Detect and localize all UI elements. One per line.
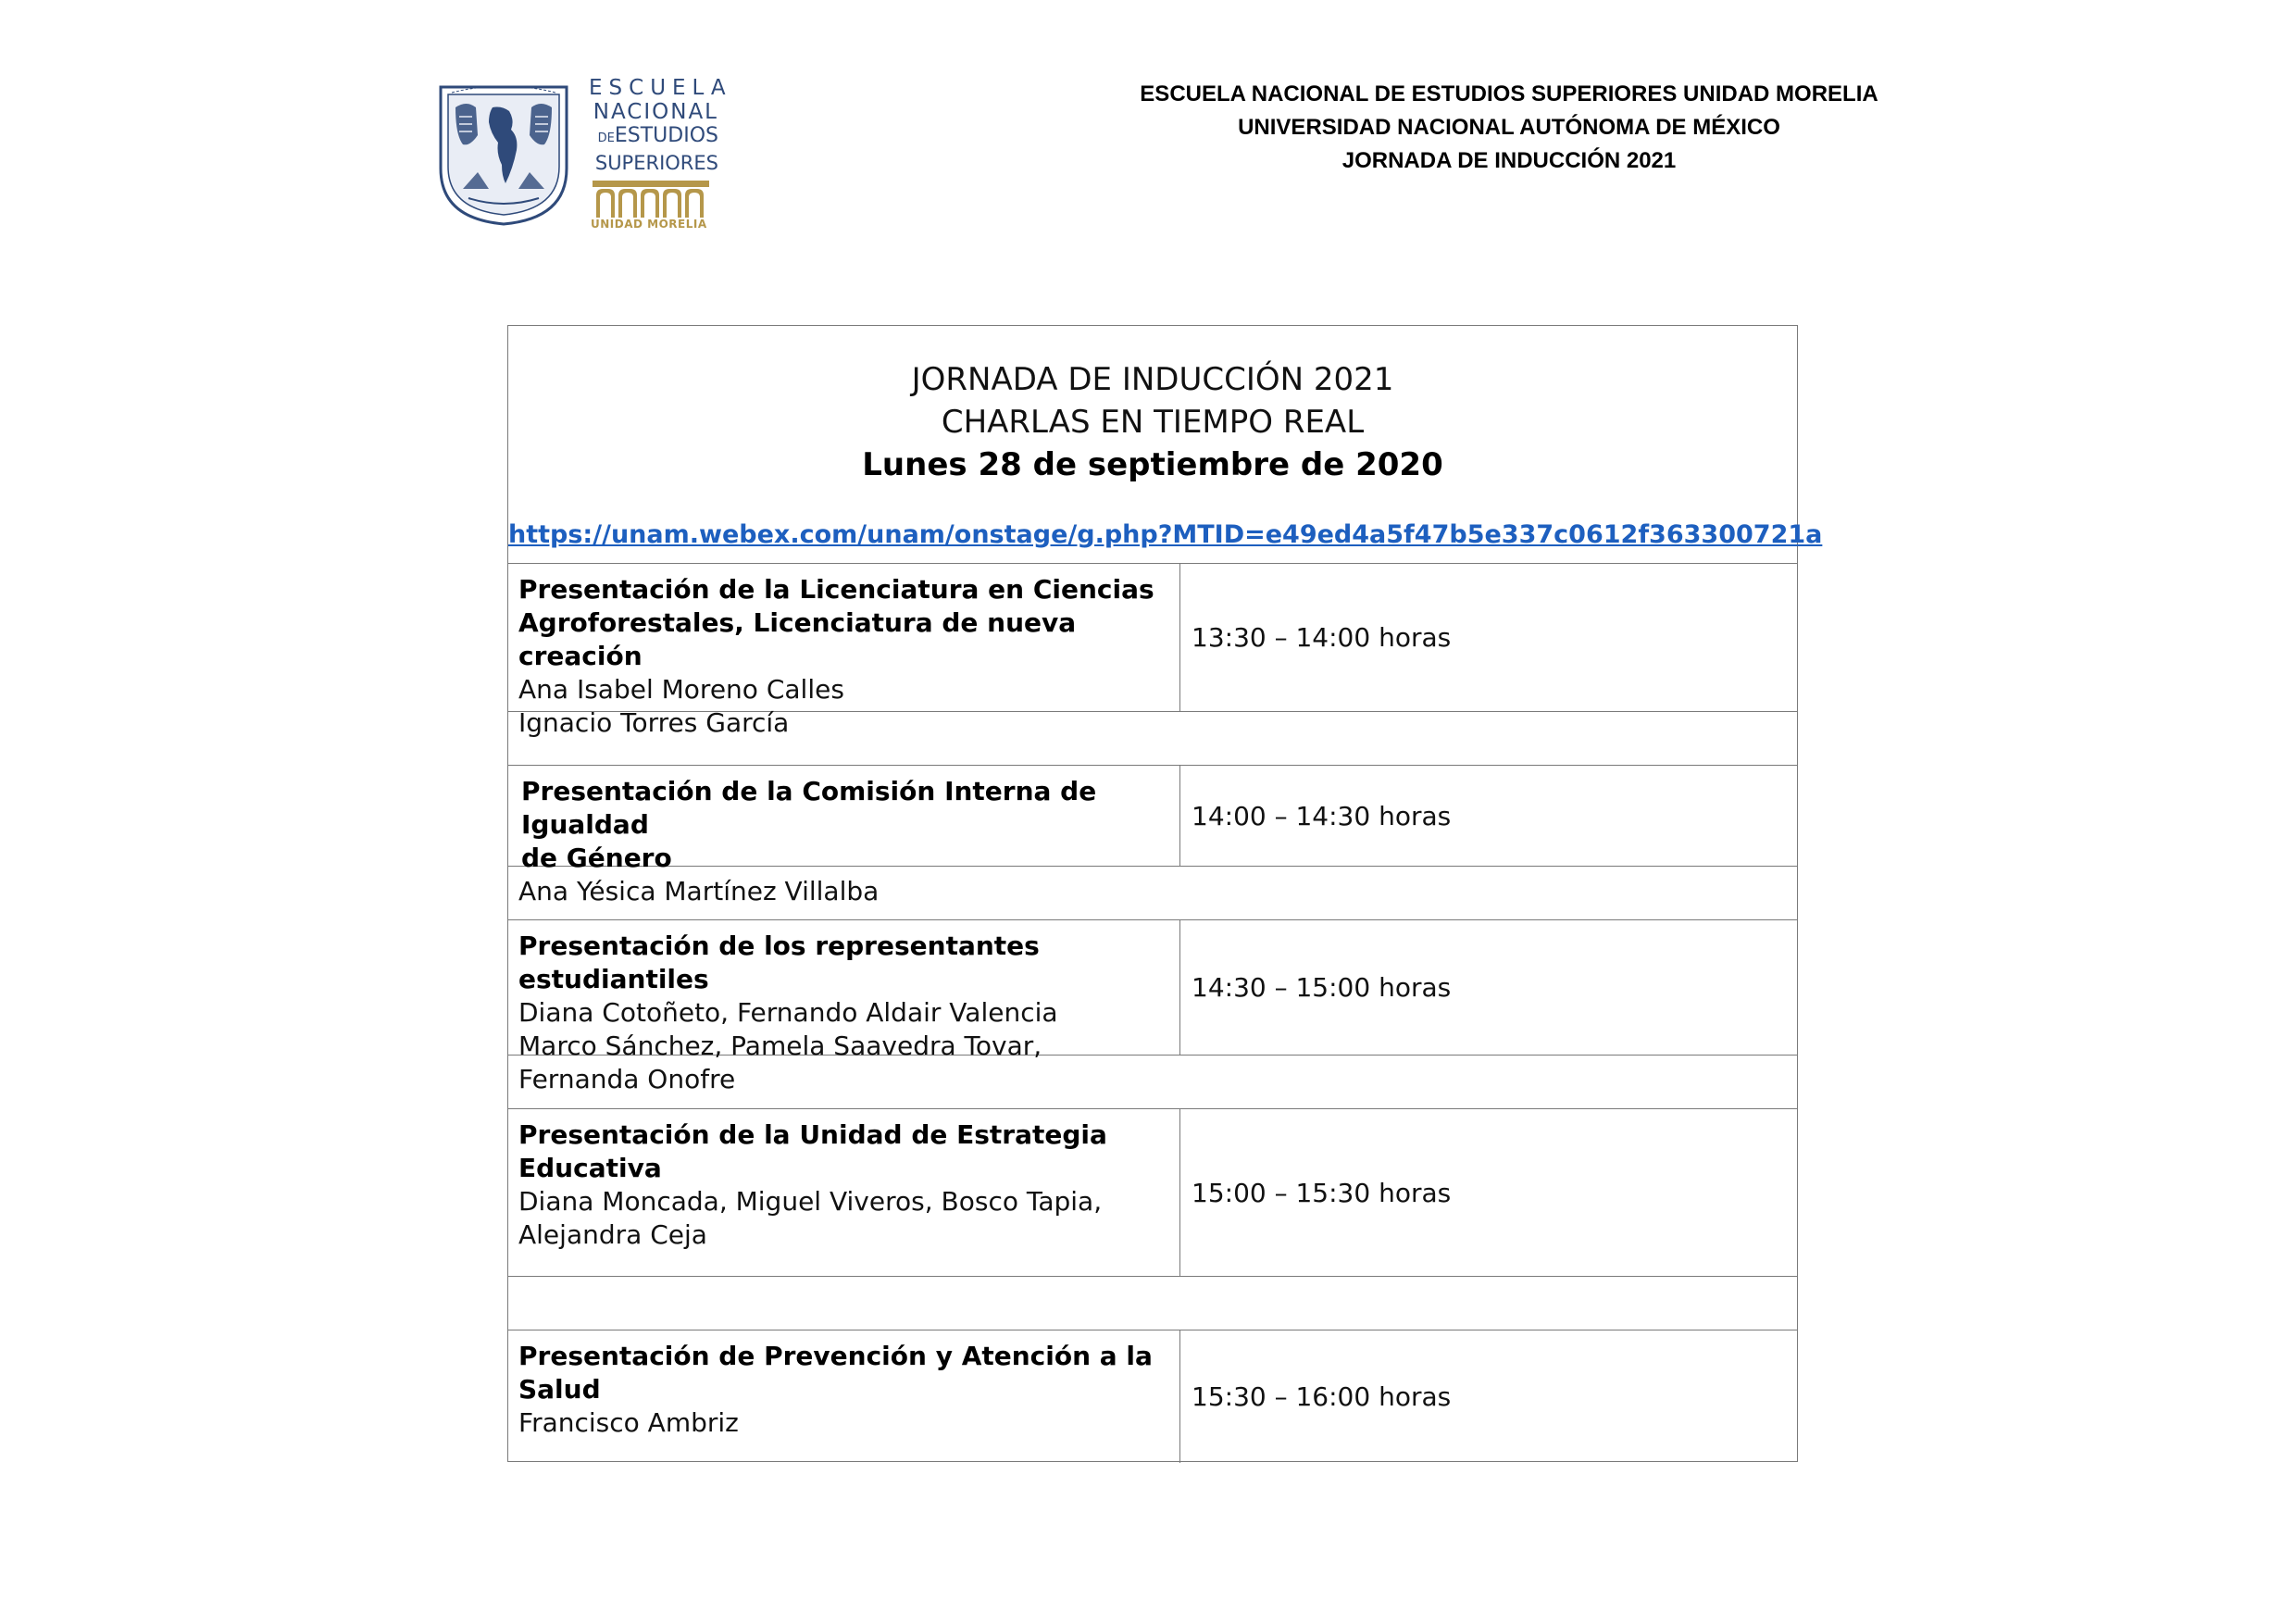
talk-title-line: Presentación de Prevención y Atención a la (518, 1341, 1153, 1371)
talk-title-line: Presentación de la Comisión Interna de Igualdad (521, 776, 1097, 840)
talk-title-line: Educativa (518, 1153, 662, 1183)
talk-time: 15:00 – 15:30 horas (1192, 1177, 1452, 1208)
talk-speaker: Fernanda Onofre (518, 1064, 736, 1094)
logo-word-escuela: ESCUELA (589, 76, 732, 100)
institution-header (1074, 78, 1944, 178)
spacer-row (508, 712, 1797, 766)
talk-speaker: Diana Moncada, Miguel Viveros, Bosco Tapia, (518, 1186, 1103, 1217)
talk-speaker: Alejandra Ceja (518, 1219, 707, 1250)
institution-line-3: JORNADA DE INDUCCIÓN 2021 (1341, 148, 1677, 173)
talk-title-line: Salud (518, 1374, 601, 1405)
talk-title (518, 573, 1172, 673)
talk-title-line: Presentación de la Licenciatura en Ciencias (518, 574, 1154, 605)
table-row (508, 1330, 1797, 1463)
table-row (508, 920, 1797, 1094)
talk-time: 13:30 – 14:00 horas (1192, 622, 1452, 653)
spacer-row (508, 867, 1797, 920)
talk-cell (508, 1330, 1180, 1463)
talk-title (518, 1340, 1172, 1406)
webex-link[interactable]: https://unam.webex.com/unam/onstage/g.php?MTID=e49ed4a5f47b5e337c0612f363300721a (508, 520, 1823, 549)
spacer-row (508, 1277, 1797, 1330)
talk-title (518, 1118, 1172, 1185)
talk-cell (508, 920, 1180, 1094)
talk-speaker: Ana Isabel Moreno Calles (518, 674, 844, 705)
schedule-subtitle: CHARLAS EN TIEMPO REAL (941, 404, 1365, 441)
enes-logo (589, 76, 732, 233)
schedule-header (508, 326, 1823, 564)
talk-cell (508, 766, 1180, 906)
talk-title (521, 775, 1172, 875)
talk-title (518, 930, 1172, 996)
arches-icon (593, 181, 709, 218)
talk-title-line: Presentación de los representantes estudiantiles (518, 931, 1040, 994)
spacer-row (508, 1056, 1797, 1109)
talk-cell (508, 564, 1180, 738)
table-row (508, 564, 1797, 738)
unam-seal-logo (435, 80, 572, 228)
talk-cell (508, 1109, 1180, 1276)
table-row (508, 1109, 1797, 1277)
talk-title-line: de Género (521, 843, 672, 873)
schedule-title: JORNADA DE INDUCCIÓN 2021 (911, 361, 1394, 398)
institution-line-2: UNIVERSIDAD NACIONAL AUTÓNOMA DE MÉXICO (1238, 115, 1780, 140)
logo-word-estudios-text: ESTUDIOS (614, 124, 718, 147)
logo-unit-label: UNIDAD MORELIA (591, 218, 707, 231)
talk-title-line: Presentación de la Unidad de Estrategia (518, 1119, 1107, 1150)
talk-speaker: Diana Cotoñeto, Fernando Aldair Valencia (518, 997, 1058, 1028)
talk-title-line: Agroforestales, Licenciatura de nueva creación (518, 607, 1077, 671)
talk-time: 14:30 – 15:00 horas (1192, 972, 1452, 1003)
talk-speaker: Ignacio Torres García (518, 707, 790, 738)
talk-speaker: Marco Sánchez, Pamela Saavedra Tovar, (518, 1031, 1042, 1061)
talk-speaker: Francisco Ambriz (518, 1407, 739, 1438)
table-row (508, 766, 1797, 906)
talk-time: 15:30 – 16:00 horas (1192, 1381, 1452, 1412)
logo-word-de: DE (597, 131, 615, 145)
logo-word-superiores: SUPERIORES (594, 152, 718, 174)
talk-speaker: Ana Yésica Martínez Villalba (518, 876, 880, 906)
institution-line-1: ESCUELA NACIONAL DE ESTUDIOS SUPERIORES UNIDAD MORELIA (1140, 81, 1878, 106)
schedule-table (507, 325, 1823, 1462)
talk-time: 14:00 – 14:30 horas (1192, 800, 1452, 831)
logo-word-nacional: NACIONAL (593, 100, 718, 124)
schedule-date: Lunes 28 de septiembre de 2020 (862, 446, 1443, 483)
logo-word-estudios (589, 124, 718, 151)
